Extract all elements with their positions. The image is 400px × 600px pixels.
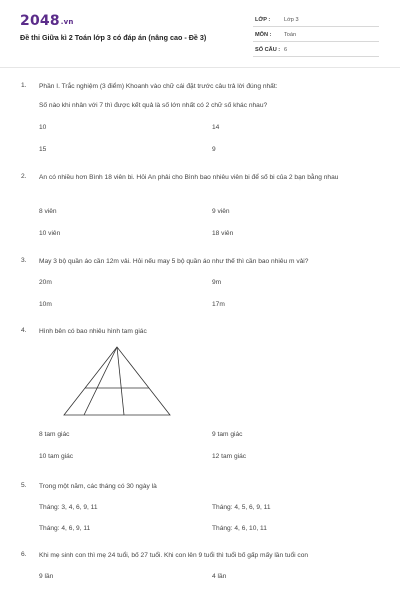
triangle-figure: [62, 345, 172, 417]
option-b[interactable]: 4 lần: [212, 573, 227, 580]
meta-count-label: SỐ CÂU :: [255, 47, 281, 53]
option-a[interactable]: 9 lần: [39, 573, 54, 580]
meta-class-value: Lớp 3: [284, 17, 299, 23]
option-d[interactable]: 9: [212, 146, 216, 153]
option-c[interactable]: 15: [39, 146, 47, 153]
option-a[interactable]: 8 tam giác: [39, 431, 70, 438]
question-text: May 3 bộ quần áo cần 12m vải. Hỏi nếu may 5 bộ quần áo như thế thì cần bao nhiêu m vải?: [39, 258, 309, 265]
option-c[interactable]: 10m: [39, 301, 52, 308]
option-b[interactable]: 9m: [212, 279, 222, 286]
option-b[interactable]: 9 viên: [212, 208, 230, 215]
question-text: An có nhiều hơn Bình 18 viên bi. Hỏi An phải cho Bình bao nhiêu viên bi để số bi của 2 bạn bằng nhau: [39, 174, 339, 181]
option-a[interactable]: Tháng: 3, 4, 6, 9, 11: [39, 504, 98, 511]
meta-class: [253, 14, 379, 27]
question-text: Phần I. Trắc nghiệm (3 điểm) Khoanh vào chữ cái đặt trước câu trả lời đúng nhất:: [39, 83, 278, 90]
header-divider: [0, 67, 400, 68]
question-subtext: Số nào khi nhân với 7 thì được kết quả là số lớn nhất có 2 chữ số khác nhau?: [39, 102, 268, 109]
option-b[interactable]: 14: [212, 124, 220, 131]
option-c[interactable]: Tháng: 4, 6, 9, 11: [39, 525, 91, 532]
meta-count: [253, 44, 379, 57]
meta-class-label: LỚP :: [255, 17, 271, 23]
meta-subject-value: Toán: [284, 32, 297, 38]
question-number: 3.: [21, 257, 27, 264]
question-text: Trong một năm, các tháng có 30 ngày là: [39, 483, 157, 490]
page-header: [0, 0, 400, 62]
option-d[interactable]: Tháng: 4, 6, 10, 11: [212, 525, 267, 532]
document-title: Đề thi Giữa kì 2 Toán lớp 3 có đáp án (nâng cao - Đề 3): [20, 33, 207, 42]
logo-suffix: .vn: [60, 18, 74, 26]
question-number: 6.: [21, 551, 27, 558]
meta-subject-label: MÔN :: [255, 32, 272, 38]
site-logo[interactable]: [20, 13, 74, 29]
question-number: 1.: [21, 82, 27, 89]
meta-subject: [253, 29, 379, 42]
triangle-outline: [64, 347, 170, 415]
option-a[interactable]: 10: [39, 124, 47, 131]
logo-text: 2048: [20, 13, 60, 29]
triangle-inner-line-right: [117, 347, 124, 415]
option-d[interactable]: 12 tam giác: [212, 453, 247, 460]
option-b[interactable]: 9 tam giác: [212, 431, 243, 438]
question-text: Hình bên có bao nhiêu hình tam giác: [39, 328, 147, 335]
option-c[interactable]: 10 tam giác: [39, 453, 74, 460]
question-number: 5.: [21, 482, 27, 489]
triangle-inner-line-left: [84, 347, 117, 415]
question-text: Khi mẹ sinh con thì mẹ 24 tuổi, bố 27 tuổi. Khi con lên 9 tuổi thì tuổi bố gấp mấy lần tuổi con: [39, 552, 309, 559]
option-a[interactable]: 20m: [39, 279, 52, 286]
option-d[interactable]: 17m: [212, 301, 225, 308]
option-b[interactable]: Tháng: 4, 5, 6, 9, 11: [212, 504, 271, 511]
option-c[interactable]: 10 viên: [39, 230, 61, 237]
question-number: 2.: [21, 173, 27, 180]
meta-count-value: 6: [284, 47, 288, 53]
option-a[interactable]: 8 viên: [39, 208, 57, 215]
question-number: 4.: [21, 327, 27, 334]
option-d[interactable]: 18 viên: [212, 230, 234, 237]
